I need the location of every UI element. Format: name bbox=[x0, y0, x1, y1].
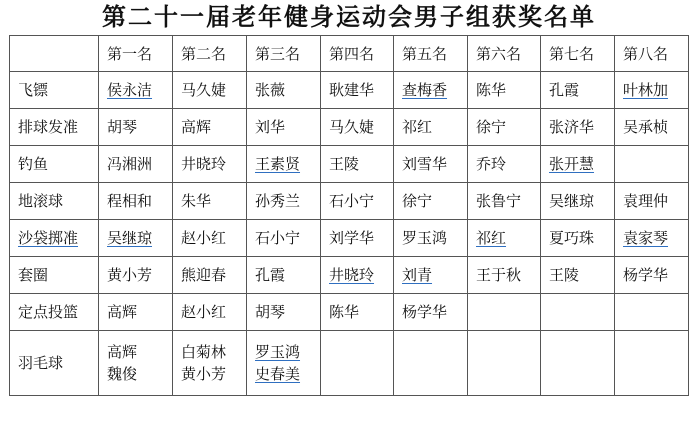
header-rank: 第四名 bbox=[321, 36, 394, 72]
winner-cell: 袁理仲 bbox=[615, 183, 689, 220]
winner-cell: 陈华 bbox=[321, 294, 394, 331]
winner-cell: 冯湘洲 bbox=[99, 146, 173, 183]
winner-cell: 王陵 bbox=[321, 146, 394, 183]
winner-cell: 刘华 bbox=[247, 109, 321, 146]
winner-cell: 祁红 bbox=[468, 220, 541, 257]
winner-cell: 白菊林 黄小芳 bbox=[173, 331, 247, 396]
award-table bbox=[9, 35, 689, 396]
event-name: 地滚球 bbox=[10, 183, 99, 220]
winner-cell: 王素贤 bbox=[247, 146, 321, 183]
header-rank: 第二名 bbox=[173, 36, 247, 72]
winner-cell: 胡琴 bbox=[247, 294, 321, 331]
winner-cell bbox=[615, 331, 689, 396]
table-row bbox=[10, 72, 689, 109]
page-title: 第二十一届老年健身运动会男子组获奖名单 bbox=[102, 2, 596, 31]
winner-cell: 王于秋 bbox=[468, 257, 541, 294]
winner-cell: 叶林加 bbox=[615, 72, 689, 109]
winner-cell: 罗玉鸿 史春美 bbox=[247, 331, 321, 396]
winner-cell: 袁家琴 bbox=[615, 220, 689, 257]
winner-cell bbox=[615, 294, 689, 331]
winner-cell: 张薇 bbox=[247, 72, 321, 109]
winner-cell: 徐宁 bbox=[468, 109, 541, 146]
winner-cell: 高辉 bbox=[99, 294, 173, 331]
header-rank: 第六名 bbox=[468, 36, 541, 72]
winner-cell: 吴继琼 bbox=[99, 220, 173, 257]
table-row bbox=[10, 294, 689, 331]
winner-cell: 吴继琼 bbox=[541, 183, 615, 220]
header-rank: 第五名 bbox=[394, 36, 468, 72]
winner-cell: 刘青 bbox=[394, 257, 468, 294]
table-row bbox=[10, 331, 689, 396]
event-name: 定点投篮 bbox=[10, 294, 99, 331]
winner-cell: 石小宁 bbox=[321, 183, 394, 220]
winner-cell: 徐宁 bbox=[394, 183, 468, 220]
winner-cell: 杨学华 bbox=[615, 257, 689, 294]
winner-cell: 陈华 bbox=[468, 72, 541, 109]
winner-cell: 孔霞 bbox=[247, 257, 321, 294]
winner-cell bbox=[394, 331, 468, 396]
winner-cell bbox=[321, 331, 394, 396]
header-rank: 第三名 bbox=[247, 36, 321, 72]
event-name: 套圈 bbox=[10, 257, 99, 294]
table-row bbox=[10, 257, 689, 294]
event-name: 钓鱼 bbox=[10, 146, 99, 183]
winner-cell: 井晓玲 bbox=[321, 257, 394, 294]
table-row bbox=[10, 220, 689, 257]
header-rank: 第八名 bbox=[615, 36, 689, 72]
winner-cell: 夏巧珠 bbox=[541, 220, 615, 257]
winner-cell: 侯永洁 bbox=[99, 72, 173, 109]
winner-cell bbox=[615, 146, 689, 183]
winner-cell: 张济华 bbox=[541, 109, 615, 146]
winner-cell: 刘雪华 bbox=[394, 146, 468, 183]
winner-cell: 赵小红 bbox=[173, 294, 247, 331]
header-row bbox=[10, 36, 689, 72]
winner-cell: 高辉 bbox=[173, 109, 247, 146]
winner-cell: 祁红 bbox=[394, 109, 468, 146]
winner-cell: 马久婕 bbox=[321, 109, 394, 146]
winner-cell bbox=[468, 331, 541, 396]
winner-cell: 张鲁宁 bbox=[468, 183, 541, 220]
winner-cell: 井晓玲 bbox=[173, 146, 247, 183]
winner-cell: 查梅香 bbox=[394, 72, 468, 109]
winner-cell: 程相和 bbox=[99, 183, 173, 220]
winner-cell: 耿建华 bbox=[321, 72, 394, 109]
header-rank: 第七名 bbox=[541, 36, 615, 72]
winner-cell: 罗玉鸿 bbox=[394, 220, 468, 257]
table-row bbox=[10, 183, 689, 220]
header-rank: 第一名 bbox=[99, 36, 173, 72]
event-name: 排球发准 bbox=[10, 109, 99, 146]
winner-cell: 高辉 魏俊 bbox=[99, 331, 173, 396]
winner-cell: 杨学华 bbox=[394, 294, 468, 331]
winner-cell: 王陵 bbox=[541, 257, 615, 294]
winner-cell: 乔玲 bbox=[468, 146, 541, 183]
winner-cell bbox=[541, 294, 615, 331]
winner-cell bbox=[541, 331, 615, 396]
table-row bbox=[10, 146, 689, 183]
winner-cell: 赵小红 bbox=[173, 220, 247, 257]
event-name: 飞镖 bbox=[10, 72, 99, 109]
event-name: 羽毛球 bbox=[10, 331, 99, 396]
winner-cell: 孙秀兰 bbox=[247, 183, 321, 220]
header-corner bbox=[10, 36, 99, 72]
table-row bbox=[10, 109, 689, 146]
winner-cell: 熊迎春 bbox=[173, 257, 247, 294]
winner-cell: 张开慧 bbox=[541, 146, 615, 183]
winner-cell: 朱华 bbox=[173, 183, 247, 220]
winner-cell: 胡琴 bbox=[99, 109, 173, 146]
winner-cell: 黄小芳 bbox=[99, 257, 173, 294]
winner-cell: 石小宁 bbox=[247, 220, 321, 257]
event-name: 沙袋掷准 bbox=[10, 220, 99, 257]
winner-cell: 马久婕 bbox=[173, 72, 247, 109]
winner-cell bbox=[468, 294, 541, 331]
winner-cell: 孔霞 bbox=[541, 72, 615, 109]
winner-cell: 刘学华 bbox=[321, 220, 394, 257]
winner-cell: 吴承桢 bbox=[615, 109, 689, 146]
